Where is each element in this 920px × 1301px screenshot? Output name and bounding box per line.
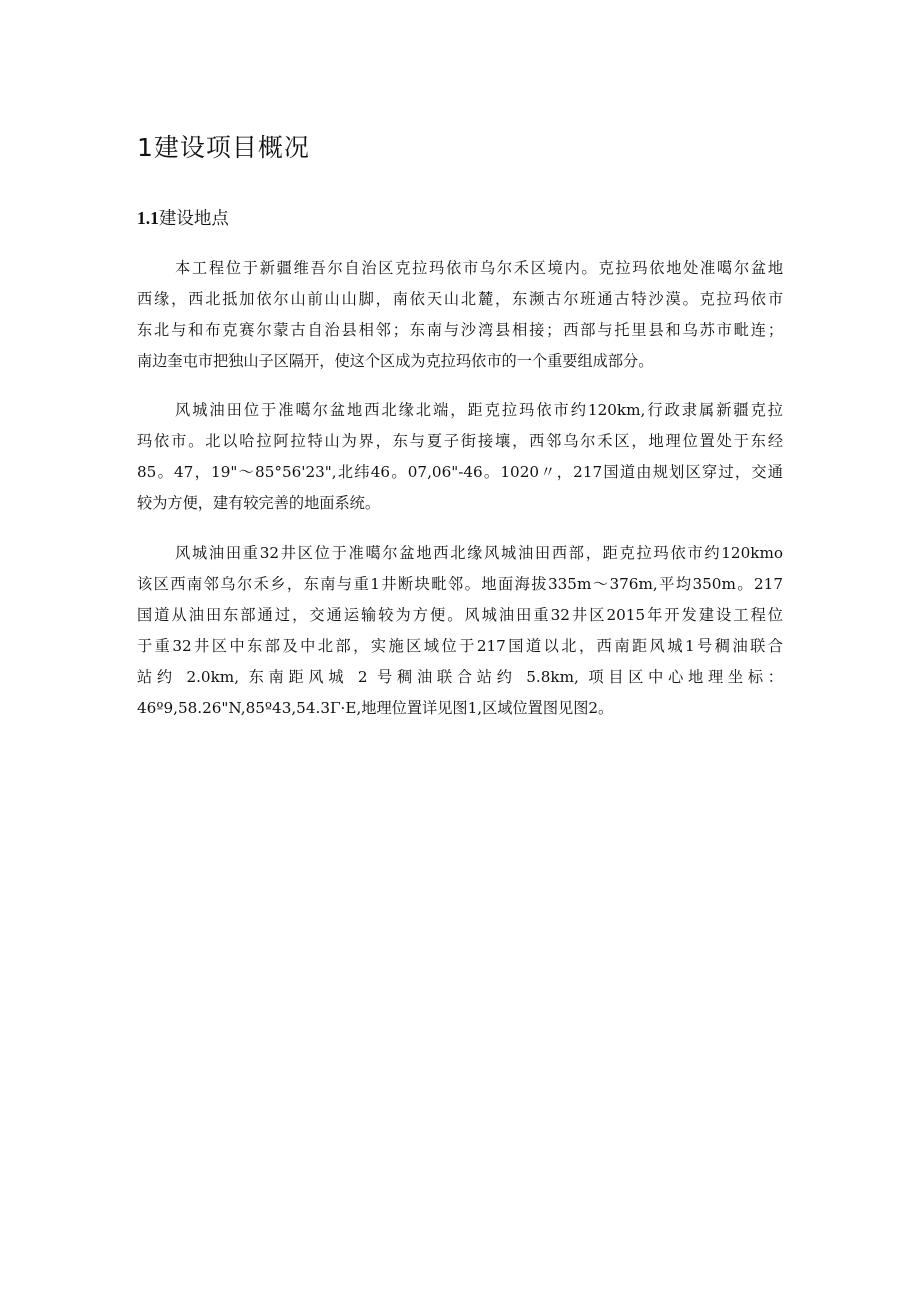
paragraph-line: 站约 2.0km, 东南距风城 2 号稠油联合站约 5.8km, 项目区中心地理坐标： <box>137 668 783 686</box>
section-title: 建设地点 <box>158 209 229 229</box>
paragraph-line: 85。47，19"～85°56'23",北纬46。07,06"-46。1020〃，217国道由规划区穿过，交通 <box>137 463 783 481</box>
paragraph-well-area <box>137 538 783 724</box>
paragraph-line: 东北与和布克赛尔蒙古自治县相邻；东南与沙湾县相接；西部与托里县和乌苏市毗连； <box>137 321 783 339</box>
chapter-heading: 1建设项目概况 <box>137 133 310 162</box>
paragraph-line: 较为方便，建有较完善的地面系统。 <box>137 494 380 512</box>
paragraph-line: 玛依市。北以哈拉阿拉特山为界，东与夏子街接壤，西邻乌尔禾区，地理位置处于东经 <box>137 432 783 450</box>
paragraph-location <box>137 253 783 377</box>
paragraph-line: 风城油田位于准噶尔盆地西北缘北端，距克拉玛依市约120km,行政隶属新疆克拉 <box>175 401 783 419</box>
paragraph-line: 本工程位于新疆维吾尔自治区克拉玛依市乌尔禾区境内。克拉玛依地处准噶尔盆地 <box>175 259 783 277</box>
section-heading <box>137 205 229 232</box>
section-number: 1.1 <box>137 208 159 228</box>
paragraph-line: 该区西南邻乌尔禾乡，东南与重1井断块毗邻。地面海拔335m～376m,平均350m。217 <box>137 575 783 593</box>
paragraph-line: 南边奎屯市把独山子区隔开，使这个区成为克拉玛依市的一个重要组成部分。 <box>137 352 654 370</box>
paragraph-line: 西缘，西北抵加依尔山前山山脚，南依天山北麓，东濒古尔班通古特沙漠。克拉玛依市 <box>137 290 783 308</box>
paragraph-line: 于重32井区中东部及中北部，实施区域位于217国道以北，西南距风城1号稠油联合 <box>137 637 783 655</box>
paragraph-oilfield <box>137 395 783 519</box>
paragraph-line: 46º9,58.26"N,85º43,54.3Γ·E,地理位置详见图1,区域位置图见图2。 <box>137 699 614 717</box>
paragraph-line: 国道从油田东部通过，交通运输较为方便。风城油田重32井区2015年开发建设工程位 <box>137 606 783 624</box>
paragraph-line: 风城油田重32井区位于准噶尔盆地西北缘风城油田西部，距克拉玛依市约120kmo <box>175 544 783 562</box>
